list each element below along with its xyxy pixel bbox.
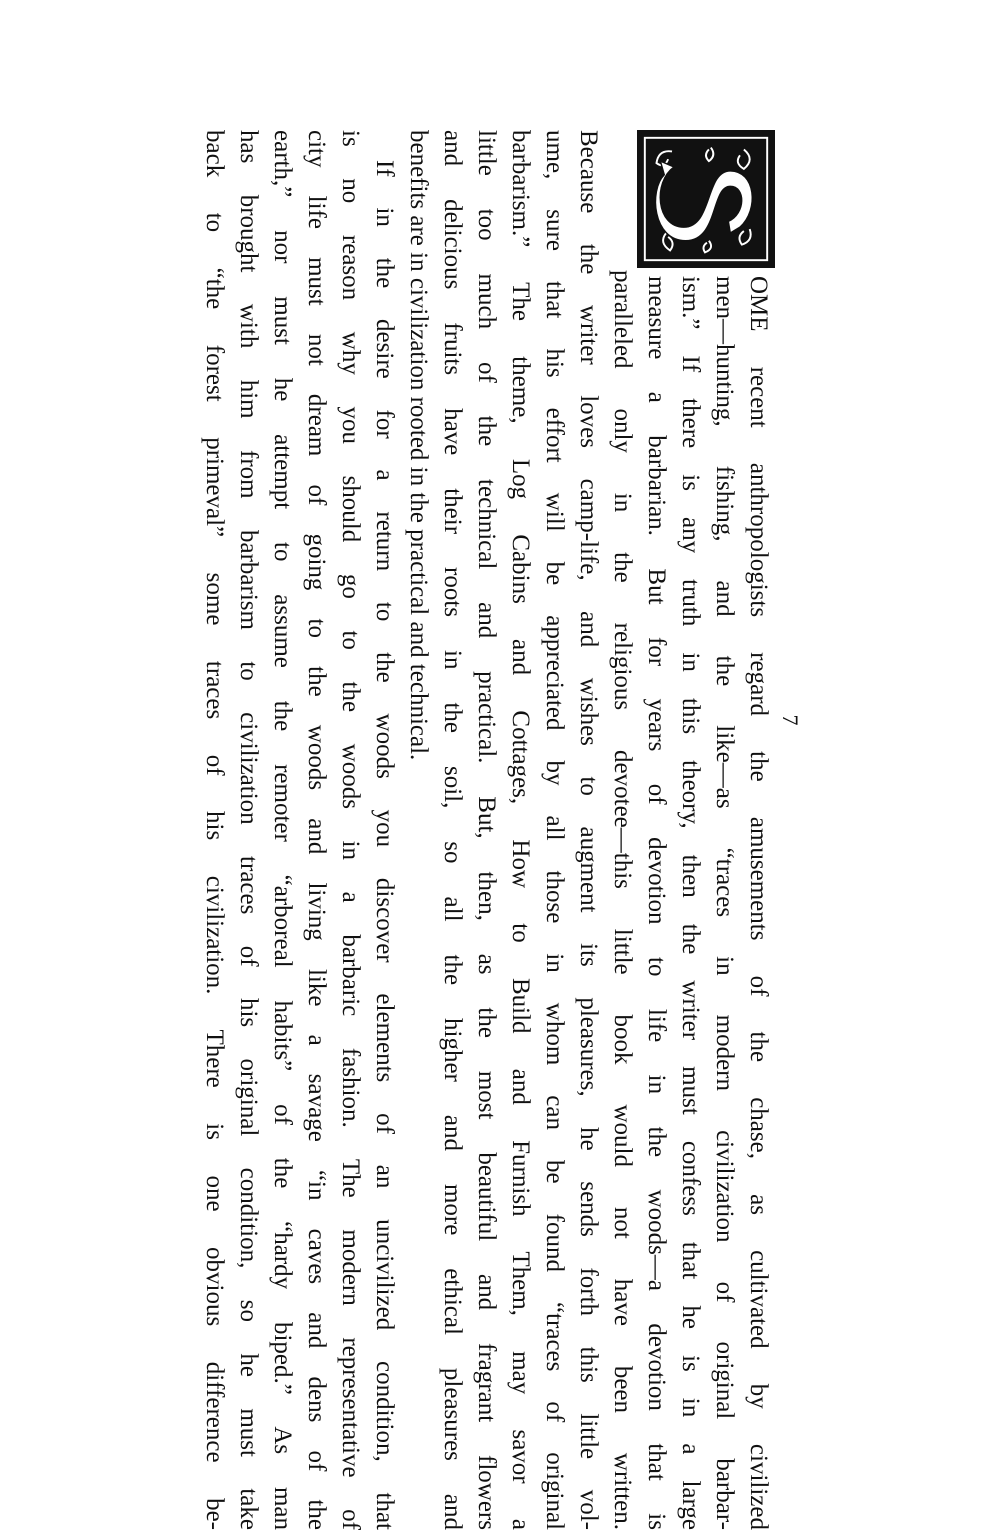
text-line: back to “the forest primeval” some traces of his civilization. There is one obvious difference be- bbox=[201, 130, 228, 1530]
text-line: has brought with him from barbarism to civilization traces of his original condition, so he must take bbox=[235, 130, 262, 1530]
text-line: barbarism.” The theme, Log Cabins and Cottages, How to Build and Furnish Them, may savor a bbox=[507, 130, 534, 1530]
page-number: 7 bbox=[778, 714, 803, 726]
text-line: OME recent anthropologists regard the amusements of the chase, as cultivated by civilized bbox=[745, 276, 772, 1530]
text-line: earth,” nor must he attempt to assume the remoter “arboreal habits” of the “hardy biped.” As man bbox=[269, 130, 296, 1530]
text-line: measure a barbarian. But for years of devotion to life in the woods—a devotion that is bbox=[643, 276, 670, 1530]
text-line: Because the writer loves camp-life, and wishes to augment its pleasures, he sends forth this little vol- bbox=[575, 130, 602, 1530]
text-line: benefits are in civilization rooted in the practical and technical. bbox=[405, 130, 432, 761]
text-line: little too much of the technical and practical. But, then, as the most beautiful and fragrant flowers bbox=[473, 130, 500, 1530]
text-line: paralleled only in the religious devotee—this little book would not have been written. bbox=[609, 270, 636, 1530]
text-line: ism.” If there is any truth in this theory, then the writer must confess that he is in a large bbox=[677, 276, 704, 1530]
text-line: and delicious fruits have their roots in the soil, so all the higher and more ethical pleasures and bbox=[439, 130, 466, 1530]
paragraph-lines bbox=[201, 130, 775, 1530]
text-line: city life must not dream of going to the woods and living like a savage “in caves and dens of the bbox=[303, 130, 330, 1530]
text-line: men—hunting, fishing, and the like—as “traces in modern civilization of original barbar- bbox=[711, 276, 738, 1530]
text-line: If in the desire for a return to the woods you discover elements of an uncivilized condition, that bbox=[371, 160, 398, 1530]
text-line: ume, sure that his effort will be appreciated by all those in whom can be found “traces of original bbox=[541, 130, 568, 1530]
text-line: is no reason why you should go to the woods in a barbaric fashion. The modern representative of bbox=[337, 130, 364, 1530]
rotated-text-block bbox=[201, 130, 775, 1530]
